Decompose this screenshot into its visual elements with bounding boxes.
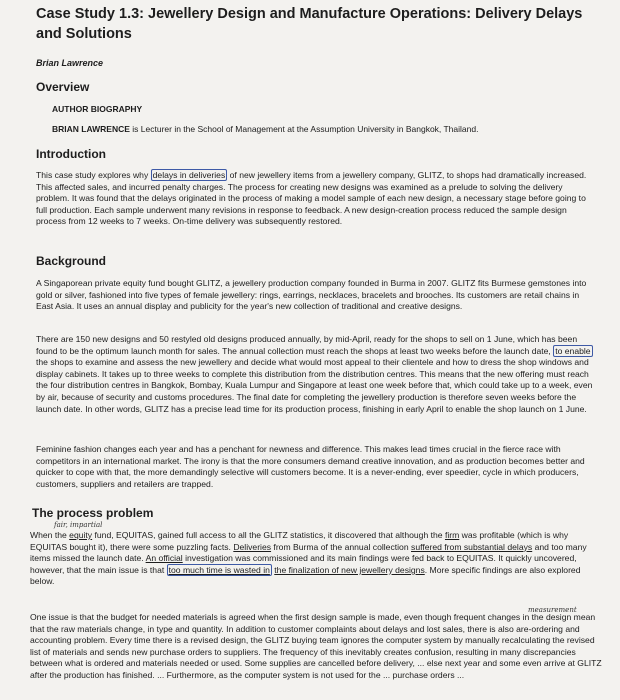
pp-highlight: too much time is wasted in (168, 564, 270, 575)
handwritten-note-2: measurement (528, 606, 577, 614)
bg-p2-text-2: the shops to examine and assess the new jewellery and decide what would most appeal to their clientele and how to dress the shop windows and display cabinets. It takes up to three weeks to complete this distribution from the distribution centres. This means that the new offering must reach the four distribution centres in Bangkok, Bombay, Kuala Lumpur and Singapore at least one week before that, which could take up to a week, even by air, because of security and customs procedures. The final date for completing the jewellery production is therefore seven weeks before the launch date. In other words, GLITZ has a precise lead time for its production process, finishing in early April to enable the shop launch on 1 June. (36, 357, 593, 414)
intro-text-1: This case study explores why (36, 170, 151, 180)
author-bio-heading: AUTHOR BIOGRAPHY (52, 104, 143, 114)
pp-text-h: . More specific findings are also explored below. (30, 564, 581, 587)
author-bio-name: BRIAN LAWRENCE (52, 124, 130, 134)
handwritten-note: fair, impartial (54, 521, 103, 529)
pp-text-f: investigation was commissioned and its main findings were fed back to EQUITAS. It quickly uncovered, however, that the main issue is that (30, 553, 577, 575)
overview-heading: Overview (36, 80, 90, 94)
background-paragraph-3: Feminine fashion changes each year and has a penchant for newness and difference. This makes lead times crucial in the fierce race with competitors in an international market. The irony is that the more consumers demand creative innovation, and as production becomes better and quicker to cope with that, the more demandingly selective will customers become. It is a never-ending, ever speedier, cycle in which producers, customers, suppliers and retailers are trapped. (36, 444, 585, 489)
introduction-heading: Introduction (36, 147, 106, 161)
background-heading: Background (36, 254, 107, 268)
pp-firm: firm (444, 530, 460, 540)
document-title: Case Study 1.3: Jewellery Design and Manufacture Operations: Delivery Delays and Solutions (36, 6, 583, 42)
pp-text-a: When the (30, 530, 70, 540)
intro-highlight: delays in deliveries (152, 170, 226, 180)
bg-p2-highlight: to enable (555, 345, 591, 356)
intro-text-2: of new jewellery items from a jewellery company, GLITZ, to shops had dramatically increased. This affected sales, and incurred penalty charges. The process for creating new designs was examined as a prelude to solving the delivery problem. It was found that the delays originated in the process of making a model sample of each new design, a necessary stage before going to full production. Each sample underwent many revisions in response to feedback. A new design-creation process reduced the sample design process from 12 weeks to 7 weeks. On-time delivery was subsequently restored. (36, 170, 587, 227)
process-problem-paragraph-1 (30, 530, 600, 588)
pp-text-c: was profitable (which is why EQUITAS bought it), there were some puzzling facts. (30, 530, 569, 552)
pp-equity: equity (69, 530, 93, 540)
introduction-paragraph (36, 170, 596, 228)
author-bio-text (52, 124, 612, 134)
pp-finalization: the finalization of new jewellery designs (274, 564, 425, 575)
pp-substantial-delays: suffered from substantial delays (411, 541, 533, 552)
pp-official: An official (145, 553, 183, 564)
author-bio-body: is Lecturer in the School of Management at the Assumption University in Bangkok, Thailand. (129, 124, 479, 134)
bg-p2-text-1: There are 150 new designs and 50 restyled old designs produced annually, by mid-April, ready for the shops to sell on 1 June, which has been found to be the optimum launch month for sales. The annual collection must reach the shops at least two weeks before the launch date, (36, 334, 578, 356)
author-name: Brian Lawrence (36, 58, 104, 68)
pp-text-d: from Burma of the annual collection (271, 541, 412, 552)
process-problem-heading: The process problem (32, 506, 154, 520)
pp-text-e: and too many items missed the launch date. (30, 541, 587, 564)
pp-deliveries: Deliveries (233, 541, 272, 552)
background-paragraph-2 (36, 334, 596, 415)
process-problem-paragraph-2: One issue is that the budget for needed materials is agreed when the first design sample is made, even though frequent changes in the design mean that the raw materials change, in type and quantity. In addition to customer complaints about delays and lost sales, there is also are-ordering and accounting problem. Every time there is a revised design, the GLITZ buying team ignores the computer system by manually recalculating the revised list of materials and sends new purchase orders to suppliers. The frequency of this inevitably creates confusion, resulting in many discrepancies between what is ordered and materials needed or used. Some supplies are cancelled before delivery, ... else next year and some even arrive at GLITZ after the production has finished. ... Furthermore, as the computer system is not used for the ... purchase orders ... (30, 612, 602, 680)
background-paragraph-1: A Singaporean private equity fund bought GLITZ, a jewellery production company founded in Burma in 2007. GLITZ fits Burmese gemstones into gold or silver, fashioned into five types of female jewellery: rings, earrings, necklaces, bracelets and brooches. Its customers are retail chains in East Asia. It uses an annual display and publicity for the year's new collection of traditional and creative designs. (36, 278, 587, 312)
pp-text-b: fund, EQUITAS, gained full access to all the GLITZ statistics, it discovered that although the (92, 530, 445, 540)
